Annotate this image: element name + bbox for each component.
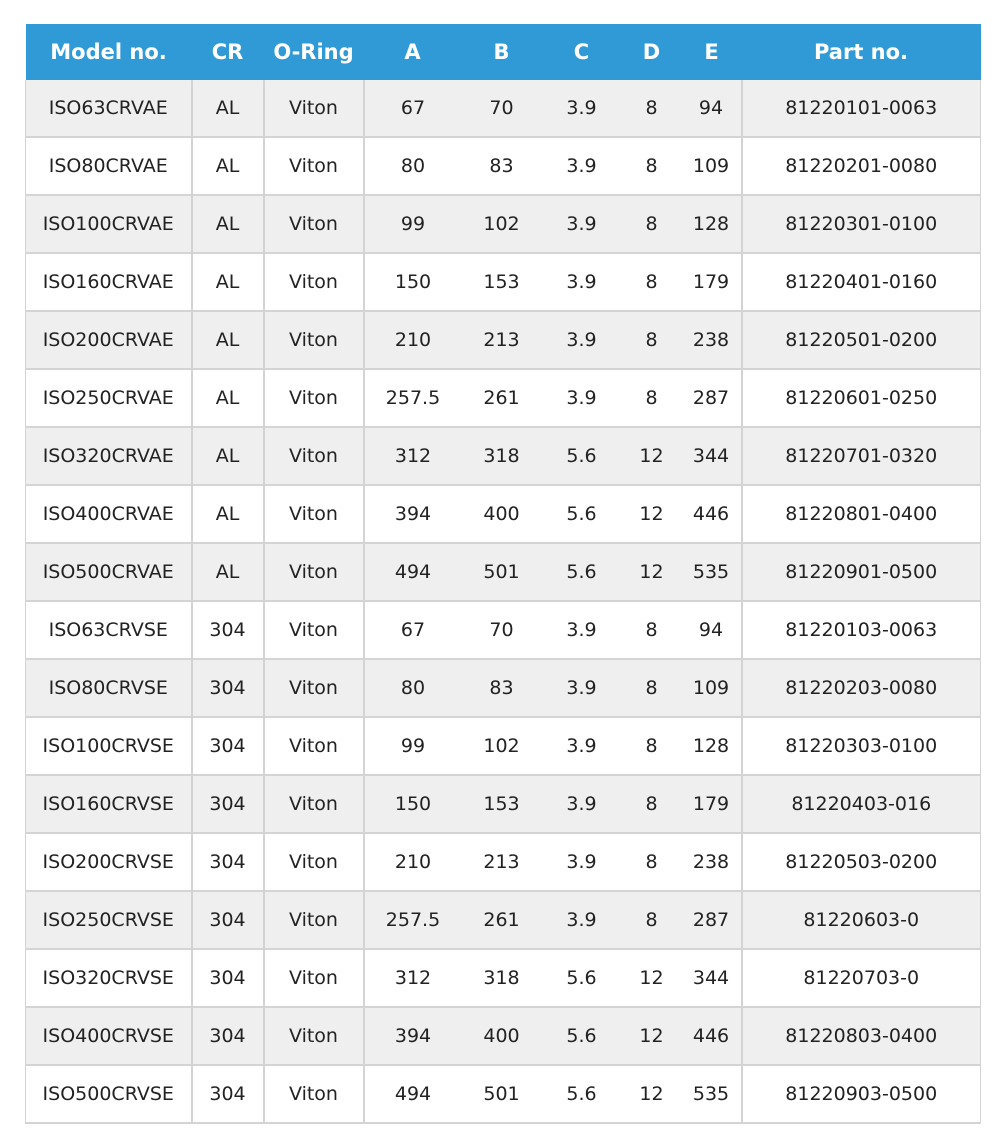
table-row	[26, 80, 981, 137]
cell-o-ring: Viton	[264, 195, 364, 253]
cell-d: 12	[622, 427, 682, 485]
cell-d: 8	[622, 659, 682, 717]
header-cr: CR	[192, 24, 264, 80]
cell-a: 80	[364, 137, 462, 195]
cell-o-ring: Viton	[264, 485, 364, 543]
header-c: C	[542, 24, 622, 80]
cell-c: 3.9	[542, 137, 622, 195]
cell-part-no: 81220901-0500	[742, 543, 981, 601]
cell-a: 494	[364, 1065, 462, 1123]
cell-e: 179	[682, 253, 742, 311]
cell-a: 80	[364, 659, 462, 717]
cell-o-ring: Viton	[264, 1065, 364, 1123]
cell-model-no: ISO500CRVSE	[26, 1065, 192, 1123]
cell-b: 83	[462, 659, 542, 717]
cell-d: 8	[622, 195, 682, 253]
cell-cr: 304	[192, 1007, 264, 1065]
cell-b: 102	[462, 195, 542, 253]
cell-model-no: ISO200CRVAE	[26, 311, 192, 369]
cell-o-ring: Viton	[264, 80, 364, 137]
header-o-ring: O-Ring	[264, 24, 364, 80]
cell-e: 109	[682, 137, 742, 195]
cell-a: 312	[364, 949, 462, 1007]
cell-e: 535	[682, 543, 742, 601]
cell-a: 210	[364, 311, 462, 369]
cell-cr: AL	[192, 369, 264, 427]
cell-d: 8	[622, 775, 682, 833]
cell-d: 12	[622, 1065, 682, 1123]
cell-c: 3.9	[542, 775, 622, 833]
cell-a: 150	[364, 253, 462, 311]
cell-e: 535	[682, 1065, 742, 1123]
table-row	[26, 1007, 981, 1065]
cell-e: 446	[682, 485, 742, 543]
cell-a: 67	[364, 80, 462, 137]
cell-e: 344	[682, 949, 742, 1007]
cell-d: 12	[622, 543, 682, 601]
table-row	[26, 949, 981, 1007]
cell-e: 128	[682, 195, 742, 253]
cell-cr: 304	[192, 891, 264, 949]
cell-b: 318	[462, 949, 542, 1007]
cell-b: 102	[462, 717, 542, 775]
cell-a: 99	[364, 717, 462, 775]
cell-model-no: ISO320CRVAE	[26, 427, 192, 485]
cell-d: 12	[622, 949, 682, 1007]
cell-a: 257.5	[364, 891, 462, 949]
cell-model-no: ISO400CRVAE	[26, 485, 192, 543]
cell-e: 94	[682, 80, 742, 137]
cell-o-ring: Viton	[264, 1007, 364, 1065]
cell-model-no: ISO80CRVAE	[26, 137, 192, 195]
cell-part-no: 81220301-0100	[742, 195, 981, 253]
cell-o-ring: Viton	[264, 543, 364, 601]
cell-cr: 304	[192, 833, 264, 891]
cell-part-no: 81220403-016	[742, 775, 981, 833]
cell-o-ring: Viton	[264, 253, 364, 311]
cell-c: 3.9	[542, 195, 622, 253]
cell-a: 312	[364, 427, 462, 485]
cell-a: 394	[364, 485, 462, 543]
cell-a: 257.5	[364, 369, 462, 427]
cell-d: 8	[622, 891, 682, 949]
cell-c: 5.6	[542, 485, 622, 543]
cell-d: 8	[622, 137, 682, 195]
table-row	[26, 253, 981, 311]
cell-b: 213	[462, 311, 542, 369]
cell-c: 3.9	[542, 601, 622, 659]
cell-c: 3.9	[542, 717, 622, 775]
cell-b: 83	[462, 137, 542, 195]
cell-cr: AL	[192, 253, 264, 311]
cell-cr: AL	[192, 543, 264, 601]
cell-c: 3.9	[542, 833, 622, 891]
cell-d: 8	[622, 717, 682, 775]
cell-model-no: ISO100CRVAE	[26, 195, 192, 253]
cell-b: 70	[462, 601, 542, 659]
cell-a: 494	[364, 543, 462, 601]
cell-d: 8	[622, 311, 682, 369]
table-row	[26, 543, 981, 601]
cell-d: 8	[622, 80, 682, 137]
cell-b: 153	[462, 253, 542, 311]
cell-e: 238	[682, 833, 742, 891]
cell-b: 261	[462, 369, 542, 427]
cell-model-no: ISO63CRVSE	[26, 601, 192, 659]
cell-e: 94	[682, 601, 742, 659]
cell-c: 3.9	[542, 80, 622, 137]
header-b: B	[462, 24, 542, 80]
table-row	[26, 1065, 981, 1123]
header-row	[26, 24, 981, 80]
table-row	[26, 775, 981, 833]
header-d: D	[622, 24, 682, 80]
cell-o-ring: Viton	[264, 427, 364, 485]
cell-o-ring: Viton	[264, 311, 364, 369]
table-row	[26, 311, 981, 369]
cell-e: 344	[682, 427, 742, 485]
table-row	[26, 891, 981, 949]
cell-b: 400	[462, 485, 542, 543]
cell-part-no: 81220803-0400	[742, 1007, 981, 1065]
cell-c: 3.9	[542, 891, 622, 949]
cell-b: 70	[462, 80, 542, 137]
cell-a: 210	[364, 833, 462, 891]
cell-o-ring: Viton	[264, 949, 364, 1007]
cell-part-no: 81220303-0100	[742, 717, 981, 775]
cell-b: 501	[462, 1065, 542, 1123]
header-e: E	[682, 24, 742, 80]
table-row	[26, 659, 981, 717]
cell-part-no: 81220203-0080	[742, 659, 981, 717]
cell-b: 153	[462, 775, 542, 833]
table-row	[26, 195, 981, 253]
cell-cr: 304	[192, 775, 264, 833]
cell-o-ring: Viton	[264, 717, 364, 775]
cell-model-no: ISO160CRVAE	[26, 253, 192, 311]
cell-cr: 304	[192, 949, 264, 1007]
cell-c: 5.6	[542, 427, 622, 485]
cell-b: 261	[462, 891, 542, 949]
cell-b: 213	[462, 833, 542, 891]
cell-part-no: 81220601-0250	[742, 369, 981, 427]
cell-part-no: 81220603-0	[742, 891, 981, 949]
cell-e: 287	[682, 891, 742, 949]
table-row	[26, 427, 981, 485]
cell-a: 150	[364, 775, 462, 833]
cell-model-no: ISO80CRVSE	[26, 659, 192, 717]
header-part-no: Part no.	[742, 24, 981, 80]
spec-table-container	[25, 24, 980, 1124]
cell-a: 99	[364, 195, 462, 253]
cell-b: 400	[462, 1007, 542, 1065]
cell-o-ring: Viton	[264, 891, 364, 949]
cell-model-no: ISO100CRVSE	[26, 717, 192, 775]
cell-o-ring: Viton	[264, 659, 364, 717]
cell-b: 318	[462, 427, 542, 485]
cell-d: 8	[622, 833, 682, 891]
cell-cr: AL	[192, 195, 264, 253]
table-row	[26, 137, 981, 195]
cell-o-ring: Viton	[264, 601, 364, 659]
cell-part-no: 81220501-0200	[742, 311, 981, 369]
cell-cr: AL	[192, 485, 264, 543]
header-a: A	[364, 24, 462, 80]
cell-cr: AL	[192, 80, 264, 137]
cell-b: 501	[462, 543, 542, 601]
cell-part-no: 81220903-0500	[742, 1065, 981, 1123]
cell-part-no: 81220503-0200	[742, 833, 981, 891]
cell-c: 3.9	[542, 659, 622, 717]
cell-model-no: ISO320CRVSE	[26, 949, 192, 1007]
cell-e: 109	[682, 659, 742, 717]
table-row	[26, 601, 981, 659]
header-model-no: Model no.	[26, 24, 192, 80]
cell-o-ring: Viton	[264, 369, 364, 427]
cell-part-no: 81220103-0063	[742, 601, 981, 659]
cell-cr: AL	[192, 427, 264, 485]
cell-model-no: ISO250CRVSE	[26, 891, 192, 949]
cell-o-ring: Viton	[264, 775, 364, 833]
cell-e: 287	[682, 369, 742, 427]
cell-c: 5.6	[542, 1065, 622, 1123]
cell-d: 12	[622, 1007, 682, 1065]
cell-d: 12	[622, 485, 682, 543]
cell-e: 238	[682, 311, 742, 369]
cell-c: 5.6	[542, 1007, 622, 1065]
cell-model-no: ISO160CRVSE	[26, 775, 192, 833]
cell-c: 3.9	[542, 253, 622, 311]
cell-cr: 304	[192, 601, 264, 659]
cell-part-no: 81220801-0400	[742, 485, 981, 543]
cell-cr: 304	[192, 717, 264, 775]
cell-model-no: ISO63CRVAE	[26, 80, 192, 137]
cell-model-no: ISO500CRVAE	[26, 543, 192, 601]
cell-cr: AL	[192, 137, 264, 195]
cell-o-ring: Viton	[264, 833, 364, 891]
cell-a: 394	[364, 1007, 462, 1065]
cell-e: 179	[682, 775, 742, 833]
cell-c: 5.6	[542, 543, 622, 601]
cell-c: 5.6	[542, 949, 622, 1007]
cell-part-no: 81220401-0160	[742, 253, 981, 311]
table-row	[26, 485, 981, 543]
cell-c: 3.9	[542, 311, 622, 369]
cell-cr: AL	[192, 311, 264, 369]
spec-table	[25, 24, 981, 1124]
cell-d: 8	[622, 253, 682, 311]
cell-part-no: 81220101-0063	[742, 80, 981, 137]
cell-part-no: 81220701-0320	[742, 427, 981, 485]
table-row	[26, 833, 981, 891]
cell-o-ring: Viton	[264, 137, 364, 195]
cell-cr: 304	[192, 1065, 264, 1123]
cell-e: 446	[682, 1007, 742, 1065]
cell-model-no: ISO200CRVSE	[26, 833, 192, 891]
table-body	[26, 80, 981, 1123]
cell-part-no: 81220703-0	[742, 949, 981, 1007]
cell-model-no: ISO400CRVSE	[26, 1007, 192, 1065]
cell-cr: 304	[192, 659, 264, 717]
cell-model-no: ISO250CRVAE	[26, 369, 192, 427]
cell-e: 128	[682, 717, 742, 775]
cell-c: 3.9	[542, 369, 622, 427]
table-row	[26, 369, 981, 427]
table-row	[26, 717, 981, 775]
cell-d: 8	[622, 369, 682, 427]
cell-d: 8	[622, 601, 682, 659]
cell-a: 67	[364, 601, 462, 659]
cell-part-no: 81220201-0080	[742, 137, 981, 195]
